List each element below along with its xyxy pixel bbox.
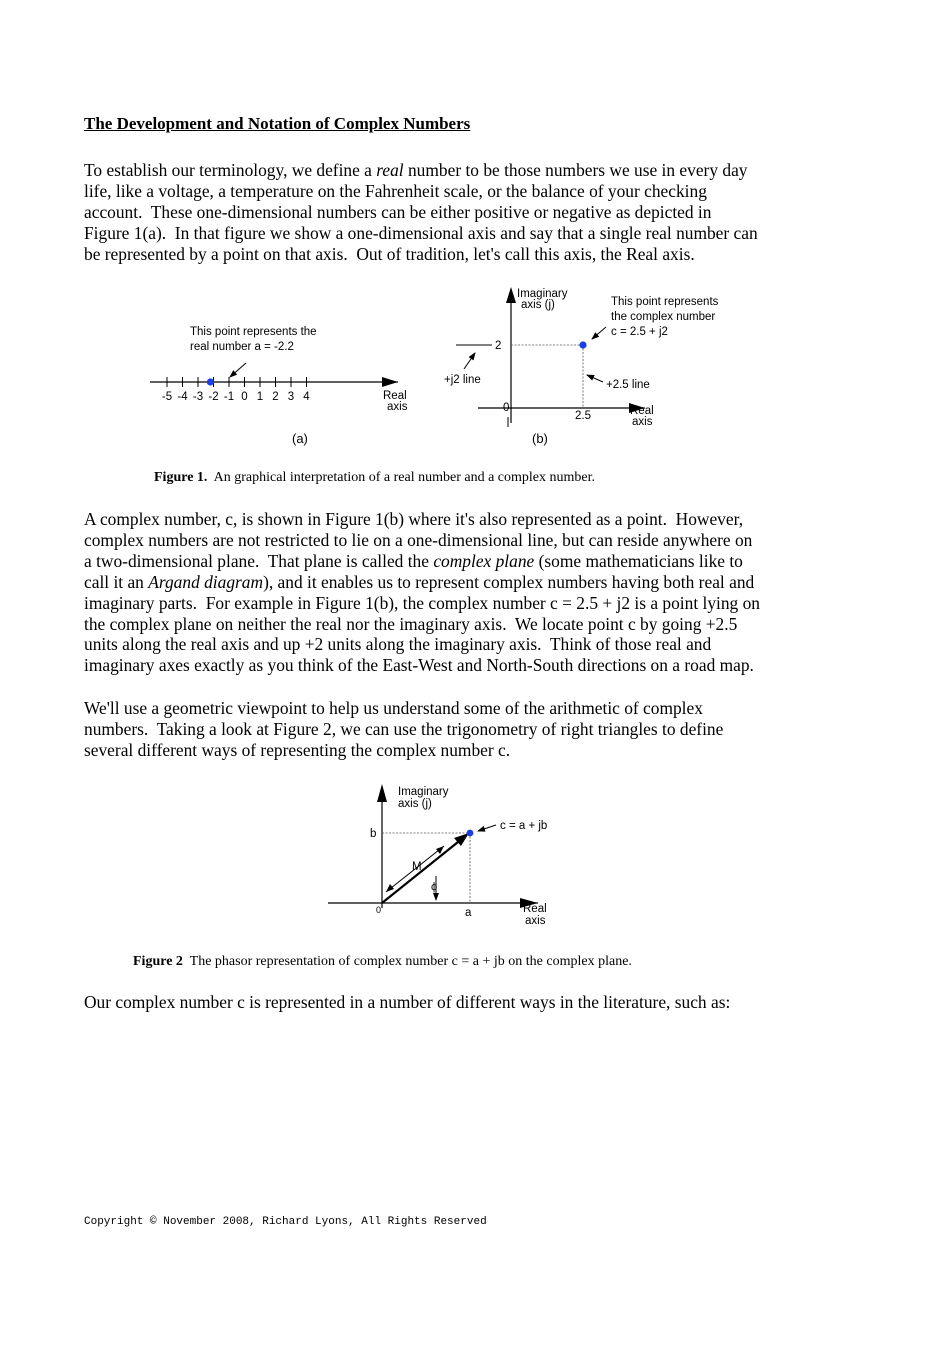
text-line bbox=[84, 202, 824, 223]
fig2-point bbox=[467, 830, 474, 837]
text-segment: ), and it enables us to represent complex numbers having both real and bbox=[263, 571, 755, 592]
fig1a-tick-label: 4 bbox=[303, 391, 310, 403]
text-segment: call it an bbox=[84, 571, 149, 592]
fig1a-tick-label: -5 bbox=[161, 391, 173, 403]
figure-1a-real-axis bbox=[140, 315, 430, 450]
fig2-imag-arrowhead bbox=[377, 784, 387, 802]
text-segment: Argand diagram bbox=[148, 571, 264, 592]
paragraph-intro bbox=[84, 160, 824, 265]
text-segment: a two-dimensional plane. That plane is called the bbox=[84, 550, 434, 571]
text-segment: A complex number, c, is shown in Figure 1(b) where it's also represented as a point. However, bbox=[84, 509, 744, 529]
fig1b-re-arrow bbox=[587, 375, 603, 382]
figure-2-caption bbox=[133, 954, 632, 970]
fig1a-point bbox=[207, 378, 214, 385]
figure-1-caption bbox=[154, 470, 595, 486]
fig1a-tick-label: -3 bbox=[192, 391, 204, 403]
text-segment: imaginary parts. For example in Figure 1(b), the complex number c = 2.5 + j2 is a point lying on bbox=[84, 592, 760, 613]
fig1a-tick-label: -2 bbox=[208, 391, 219, 403]
text-segment: number to be those numbers we use in every day bbox=[403, 160, 748, 180]
fig2-imag-label-line2: axis (j) bbox=[398, 798, 432, 810]
text-line bbox=[84, 223, 824, 244]
fig1b-j2-line-label: +j2 line bbox=[444, 374, 481, 386]
fig2-b-label: b bbox=[370, 828, 377, 840]
fig1b-panel-label: (b) bbox=[532, 431, 548, 446]
text-segment: the complex plane on neither the real nor the imaginary axis. We locate point c by going +2.5 bbox=[84, 613, 738, 634]
text-segment: real bbox=[376, 160, 404, 180]
figure-2-caption-text: The phasor representation of complex number c = a + jb on the complex plane. bbox=[182, 954, 632, 969]
fig1a-tick-label: -4 bbox=[177, 391, 188, 403]
fig1b-axis-label-line1: Real bbox=[630, 405, 654, 417]
text-segment: life, like a voltage, a temperature on the Fahrenheit scale, or the balance of your checking bbox=[84, 180, 707, 201]
fig2-origin: 0 bbox=[376, 905, 382, 915]
fig1a-axis-label-line2: axis bbox=[387, 401, 408, 413]
text-line bbox=[84, 655, 824, 676]
figure-2-phasor bbox=[320, 780, 580, 930]
text-line bbox=[84, 593, 824, 614]
text-line bbox=[84, 572, 824, 593]
fig1a-tick-label: 3 bbox=[287, 391, 295, 403]
fig2-phi-label: ϕ bbox=[431, 881, 438, 893]
fig1a-tick-label: 0 bbox=[241, 391, 248, 403]
fig2-point-label: c = a + jb bbox=[500, 820, 548, 832]
fig1b-note-line1: This point represents bbox=[611, 296, 719, 308]
text-line bbox=[84, 181, 824, 202]
text-segment: be represented by a point on that axis. Out of tradition, let's call this axis, the Real axis. bbox=[84, 243, 695, 264]
fig1b-point bbox=[579, 341, 586, 348]
fig1b-re-line-label: +2.5 line bbox=[606, 379, 650, 391]
fig1a-note-line1: This point represents the bbox=[190, 326, 317, 338]
fig2-axis-label-line2: axis bbox=[525, 915, 546, 927]
fig1b-axis-label-line2: axis bbox=[632, 416, 653, 428]
text-line bbox=[84, 992, 824, 1013]
text-segment: We'll use a geometric viewpoint to help us understand some of the arithmetic of complex bbox=[84, 698, 703, 718]
text-segment: (some mathematicians like to bbox=[534, 550, 743, 571]
paragraph-geometric bbox=[84, 698, 824, 761]
text-segment: numbers. Taking a look at Figure 2, we can use the trigonometry of right triangles to define bbox=[84, 718, 724, 739]
figure-1b-complex-plane bbox=[440, 283, 740, 448]
fig1b-j2-arrow bbox=[464, 353, 475, 369]
figure-2-caption-label: Figure 2 bbox=[133, 954, 183, 969]
fig1b-y-tick: 2 bbox=[495, 340, 502, 352]
text-segment: imaginary axes exactly as you think of the East-West and North-South directions on a road map. bbox=[84, 655, 754, 676]
fig2-m-arrow-start bbox=[386, 884, 394, 892]
text-segment: complex numbers are not restricted to lie on a one-dimensional line, but can reside anywhere on bbox=[84, 529, 753, 550]
fig2-imag-label-line1: Imaginary bbox=[398, 786, 449, 798]
text-segment: units along the real axis and up +2 units along the imaginary axis. Think of those real and bbox=[84, 634, 712, 655]
fig1b-imag-label-line1: Imaginary bbox=[517, 288, 568, 300]
text-line bbox=[84, 614, 824, 635]
fig1a-axis-label-line1: Real bbox=[383, 390, 407, 402]
text-line bbox=[84, 551, 824, 572]
copyright-footer: Copyright © November 2008, Richard Lyons, All Rights Reserved bbox=[84, 1216, 487, 1228]
text-line bbox=[84, 244, 824, 265]
fig1b-x-tick: 2.5 bbox=[575, 410, 591, 422]
fig1a-axis-arrowhead bbox=[382, 377, 398, 387]
fig1a-tick-label: -1 bbox=[223, 391, 235, 403]
text-segment: account. These one-dimensional numbers can be either positive or negative as depicted in bbox=[84, 201, 712, 222]
text-line bbox=[84, 530, 824, 551]
paragraph-representations bbox=[84, 992, 824, 1013]
fig1a-note-arrow bbox=[230, 363, 246, 377]
fig1b-note-arrow bbox=[592, 327, 606, 339]
section-title: The Development and Notation of Complex Numbers bbox=[84, 114, 471, 133]
figure-1-caption-label: Figure 1. bbox=[154, 470, 208, 485]
text-segment: To establish our terminology, we define a bbox=[84, 160, 377, 180]
fig2-phi-arrowhead bbox=[433, 893, 439, 901]
fig1a-panel-label: (a) bbox=[292, 431, 308, 446]
text-segment: Our complex number c is represented in a number of different ways in the literature, such as: bbox=[84, 992, 731, 1012]
fig2-phasor-vector bbox=[382, 838, 463, 903]
fig1a-tick-label: 2 bbox=[272, 391, 279, 403]
fig1a-tick-label: 1 bbox=[256, 391, 264, 403]
fig1b-note-line3: c = 2.5 + j2 bbox=[611, 326, 668, 338]
fig1a-note-line2: real number a = -2.2 bbox=[190, 341, 294, 353]
paragraph-complex-number bbox=[84, 509, 824, 676]
text-line bbox=[84, 698, 824, 719]
fig2-a-label: a bbox=[465, 907, 472, 919]
text-segment: several different ways of representing the complex number c. bbox=[84, 739, 511, 760]
fig1b-note-line2: the complex number bbox=[611, 311, 716, 323]
text-line bbox=[84, 634, 824, 655]
text-line bbox=[84, 719, 824, 740]
figure-1-caption-text: An graphical interpretation of a real number and a complex number. bbox=[207, 470, 595, 485]
fig1a-ticks bbox=[162, 377, 310, 403]
text-line bbox=[84, 740, 824, 761]
text-segment: complex plane bbox=[433, 550, 535, 571]
fig1b-imag-arrowhead bbox=[506, 287, 516, 303]
fig1b-origin: 0 bbox=[503, 402, 510, 414]
text-segment: Figure 1(a). In that figure we show a one-dimensional axis and say that a single real number can bbox=[84, 222, 758, 243]
text-line bbox=[84, 509, 824, 530]
fig2-point-arrow bbox=[478, 825, 496, 831]
fig2-m-label: M bbox=[412, 861, 422, 873]
fig1b-imag-label-line2: axis (j) bbox=[521, 299, 555, 311]
fig2-axis-label-line1: Real bbox=[523, 903, 547, 915]
text-line bbox=[84, 160, 824, 181]
